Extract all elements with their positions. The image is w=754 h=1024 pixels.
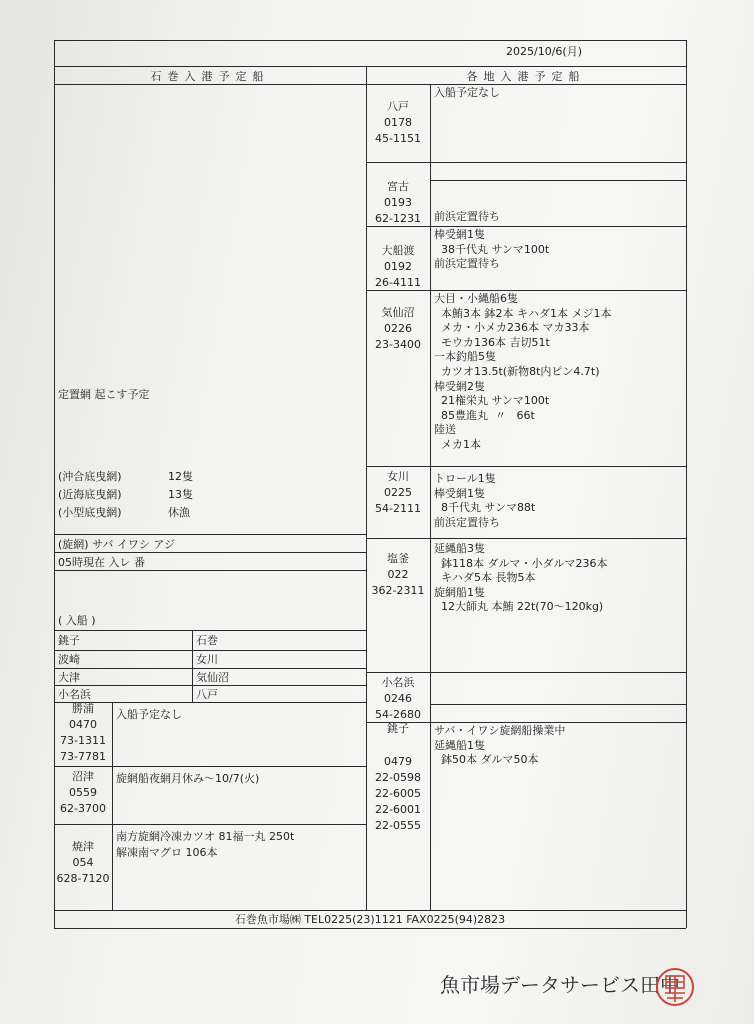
- port-report-line: 鉢118本 ダルマ・小ダルマ236本: [434, 556, 608, 570]
- port-name: 気仙沼: [381, 306, 415, 319]
- right-rule: [366, 672, 686, 673]
- trawl-type: (小型底曳網): [58, 506, 122, 519]
- port-phone: 0226: [384, 322, 412, 335]
- bottom-port-note: 南方旋網冷凍カツオ 81福一丸 250t: [116, 830, 295, 843]
- port-report-line: 12大師丸 本鮪 22t(70～120kg): [434, 600, 604, 614]
- port-name: 女川: [387, 470, 409, 483]
- bottom-port-divider: [112, 702, 113, 910]
- right-rule: [366, 538, 686, 539]
- port-report-line: 鉢50本 ダルマ50本: [434, 753, 539, 767]
- port-report-line: 前浜定置待ち: [434, 210, 500, 223]
- section-rule: [54, 570, 366, 571]
- port-report-line: 一本釣船5隻: [434, 350, 496, 364]
- footer-contact: 石巻魚市場㈱ TEL0225(23)1121 FAX0225(94)2823: [234, 913, 506, 926]
- port-report-line: トロール1隻: [434, 472, 496, 485]
- right-header: 各地入港予定船: [466, 70, 586, 83]
- nyusen-label: ( 入船 ): [58, 614, 96, 627]
- right-rule: [430, 704, 686, 705]
- port-phone: 23-3400: [375, 338, 421, 351]
- grid-divider: [192, 630, 193, 702]
- grid-rule: [54, 668, 366, 669]
- bottom-port-phone: 0559: [69, 786, 97, 799]
- grid-rule: [54, 630, 366, 631]
- footer-rule: [54, 928, 686, 929]
- port-report-line: 棒受網1隻: [434, 228, 485, 241]
- bottom-port-note: 入船予定なし: [116, 708, 182, 721]
- genzai-line: 05時現在 入レ 番: [58, 556, 145, 569]
- section-rule: [54, 766, 366, 767]
- port-report-line: 21権栄丸 サンマ100t: [434, 394, 550, 408]
- grid-port-right: 八戸: [196, 688, 218, 701]
- port-phone: 0479: [384, 755, 412, 768]
- port-report-line: 棒受網2隻: [434, 379, 485, 393]
- port-report-line: メカ・小メカ236本 マカ33本: [434, 321, 590, 335]
- bottom-port-note: 解凍南マグロ 106本: [116, 846, 218, 859]
- port-phone: 0225: [384, 486, 412, 499]
- port-phone: 26-4111: [375, 276, 421, 289]
- makiami-title: (旋網) サバ イワシ アジ: [58, 538, 175, 551]
- port-column-divider: [430, 84, 431, 910]
- grid-port-left: 波崎: [58, 653, 80, 666]
- bottom-port-phone: 0470: [69, 718, 97, 731]
- bottom-port-note: 旋網船夜網月休み～10/7(火): [116, 772, 260, 785]
- grid-port-right: 女川: [196, 653, 218, 666]
- bottom-port-name: 沼津: [72, 770, 94, 783]
- bottom-port-phone: 73-1311: [60, 734, 106, 747]
- right-rule: [366, 162, 686, 163]
- port-phone: 22-0555: [375, 819, 421, 832]
- port-phone: 362-2311: [371, 584, 425, 597]
- company-stamp: 魚市場データサービス田中: [440, 973, 680, 997]
- trawl-count: 12隻: [168, 470, 193, 483]
- port-report-line: 大目・小縄船6隻: [434, 292, 518, 305]
- port-phone: 0246: [384, 692, 412, 705]
- teichi-note: 定置網 起こす予定: [58, 388, 150, 401]
- trawl-count: 13隻: [168, 488, 193, 501]
- port-phone: 54-2111: [375, 502, 421, 515]
- port-phone: 0193: [384, 196, 412, 209]
- grid-port-left: 銚子: [58, 634, 80, 647]
- header-rule: [54, 84, 686, 85]
- grid-port-left: 小名浜: [58, 688, 91, 701]
- grid-port-right: 石巻: [196, 634, 218, 647]
- port-phone: 62-1231: [375, 212, 421, 225]
- left-header: 石巻入港予定船: [150, 70, 270, 83]
- header-rule: [54, 66, 686, 67]
- port-phone: 0178: [384, 116, 412, 129]
- frame-top: [54, 40, 686, 41]
- port-name: 塩釜: [387, 552, 409, 565]
- frame-right: [686, 40, 687, 928]
- grid-rule: [54, 685, 366, 686]
- section-rule: [54, 534, 366, 535]
- port-name: 宮古: [387, 180, 409, 193]
- bottom-port-phone: 73-7781: [60, 750, 106, 763]
- right-rule: [366, 226, 686, 227]
- port-report-line: 延縄船3隻: [434, 542, 485, 555]
- port-report-line: 入船予定なし: [434, 86, 500, 99]
- port-name: 小名浜: [381, 676, 415, 689]
- port-phone: 54-2680: [375, 708, 421, 721]
- port-report-line: モウカ136本 吉切51t: [434, 335, 550, 349]
- port-phone: 022: [387, 568, 409, 581]
- port-name: 大船渡: [381, 244, 415, 257]
- port-report-line: 本鮪3本 鉢2本 キハダ1本 メジ1本: [434, 306, 612, 320]
- port-report-line: 85豊進丸 〃 66t: [434, 408, 535, 422]
- report-date: 2025/10/6(月): [506, 45, 582, 58]
- port-phone: 22-0598: [375, 771, 421, 784]
- bottom-port-name: 焼津: [72, 840, 94, 853]
- section-rule: [54, 824, 366, 825]
- right-rule: [366, 290, 686, 291]
- grid-port-right: 気仙沼: [196, 671, 229, 684]
- port-phone: 45-1151: [375, 132, 421, 145]
- bottom-port-phone: 62-3700: [60, 802, 106, 815]
- port-report-line: 前浜定置待ち: [434, 257, 500, 271]
- frame-bottom: [54, 910, 686, 911]
- right-rule: [366, 466, 686, 467]
- bottom-port-name: 勝浦: [72, 702, 94, 715]
- bottom-port-phone: 628-7120: [56, 872, 110, 885]
- port-report-line: 棒受網1隻: [434, 486, 485, 500]
- port-report-line: 旋網船1隻: [434, 585, 485, 599]
- trawl-type: (沖合底曳網): [58, 470, 122, 483]
- port-report-line: 38千代丸 サンマ100t: [434, 242, 550, 256]
- port-report-line: 8千代丸 サンマ88t: [434, 501, 536, 515]
- port-report-line: サバ・イワシ旋網船操業中: [434, 724, 566, 737]
- port-phone: 22-6005: [375, 787, 421, 800]
- port-report-line: メカ1本: [434, 438, 481, 451]
- port-phone: 22-6001: [375, 803, 421, 816]
- trawl-count: 休漁: [168, 506, 190, 519]
- trawl-type: (近海底曳網): [58, 488, 122, 501]
- port-phone: 0192: [384, 260, 412, 273]
- section-rule: [54, 552, 366, 553]
- right-rule: [430, 722, 686, 723]
- port-report-line: 前浜定置待ち: [434, 515, 500, 529]
- bottom-port-phone: 054: [72, 856, 94, 869]
- port-name: 八戸: [387, 100, 409, 113]
- grid-port-left: 大津: [58, 671, 80, 684]
- right-rule: [430, 180, 686, 181]
- port-report-line: キハダ5本 長物5本: [434, 571, 536, 585]
- seal-stamp-icon: [654, 966, 696, 1008]
- port-report-line: 陸送: [434, 423, 456, 437]
- port-name: 銚子: [387, 722, 409, 735]
- port-report-line: カツオ13.5t(新物8t内ピン4.7t): [434, 365, 600, 378]
- grid-rule: [54, 650, 366, 651]
- port-report-line: 延縄船1隻: [434, 738, 485, 752]
